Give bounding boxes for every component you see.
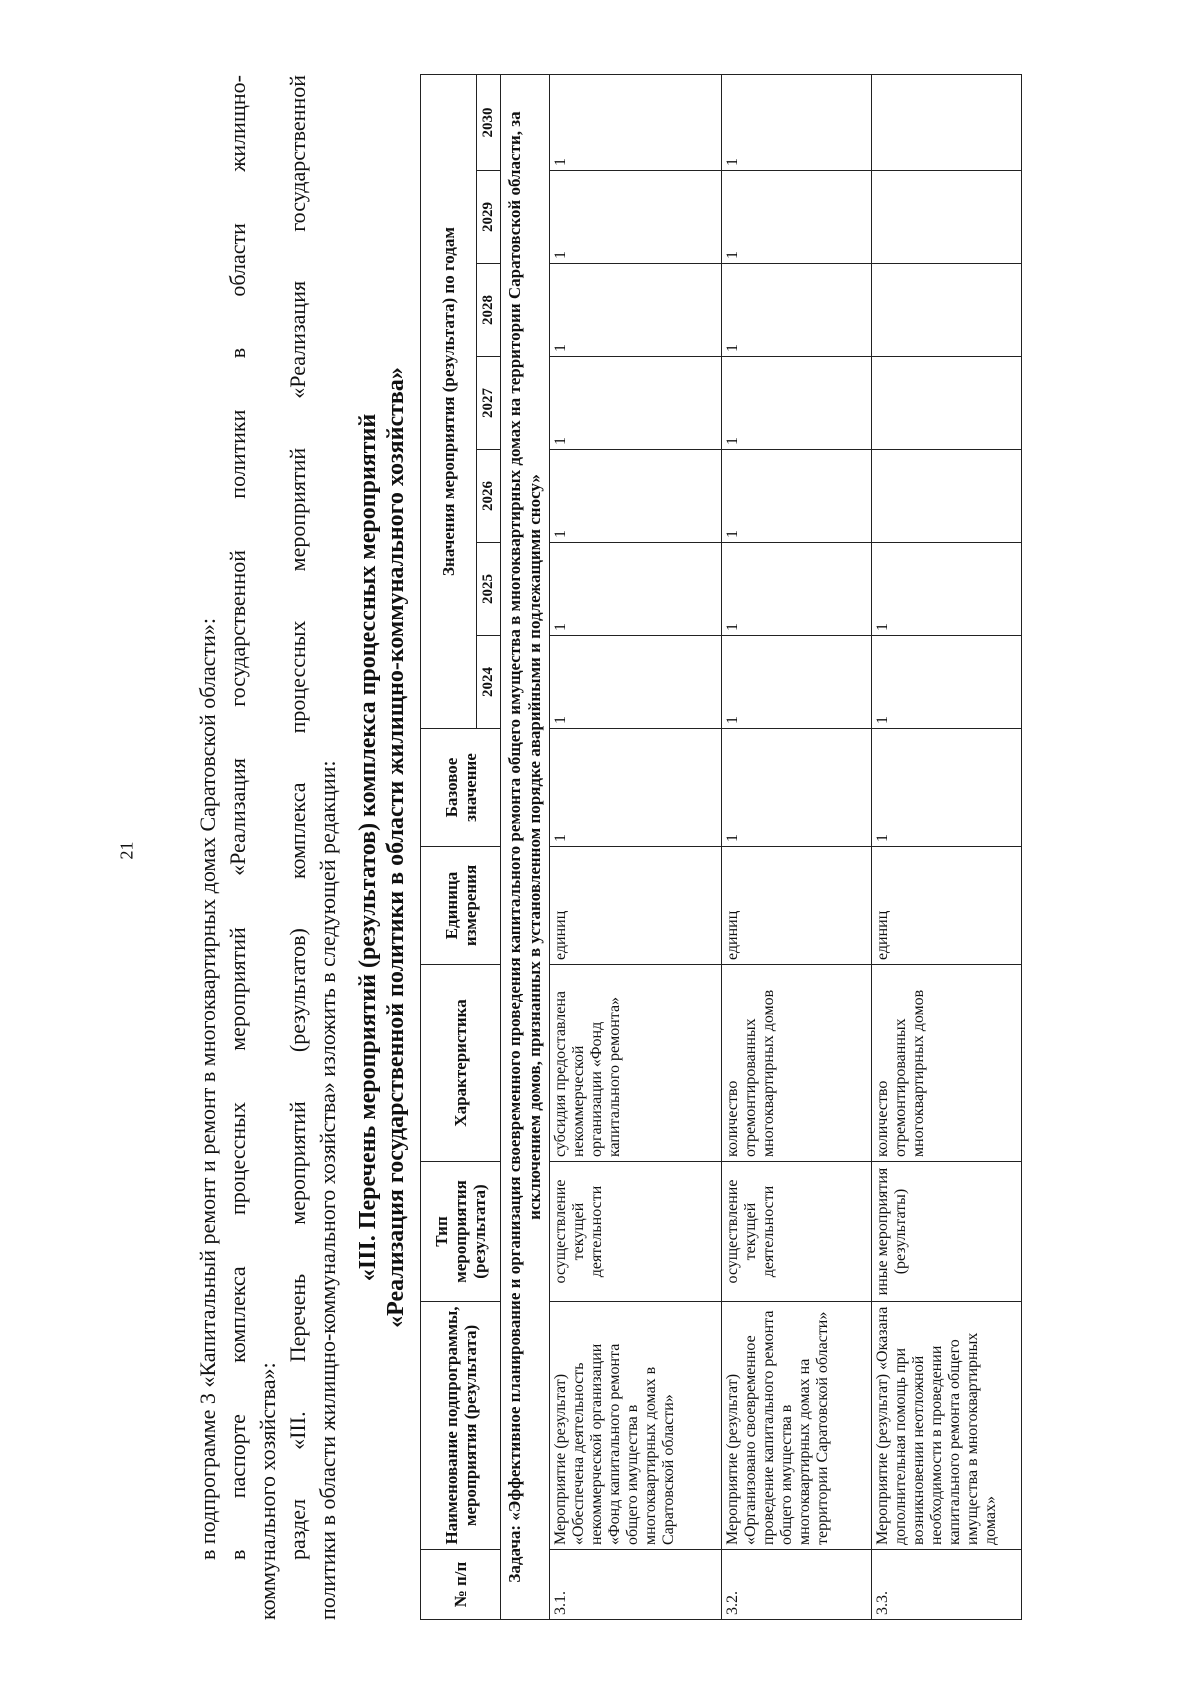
- row-characteristic: субсидия предоставлена некоммерческой организации «Фонд капитального ремонта»: [550, 965, 722, 1162]
- row-value: 1: [872, 543, 1022, 636]
- header-values-by-year: Значения мероприятия (результата) по годам: [421, 74, 477, 728]
- section-title-line-1: «III. Перечень мероприятий (результатов) комплекса процессных мероприятий: [355, 413, 381, 1282]
- row-value: 1: [722, 171, 872, 264]
- intro-line-2: в паспорте комплекса процессных мероприятий «Реализация государственной политики в области жилищно-: [225, 75, 250, 1560]
- row-base: 1: [872, 729, 1022, 847]
- row-value: 1: [550, 450, 722, 543]
- row-type: осуществление текущей деятельности: [722, 1162, 872, 1302]
- row-value: 1: [550, 74, 722, 170]
- intro-line-5: политики в области жилищно-коммунального хозяйства» изложить в следующей редакции:: [315, 760, 340, 1620]
- row-value: 1: [722, 264, 872, 357]
- row-value: 1: [550, 171, 722, 264]
- row-value: [872, 171, 1022, 264]
- row-value: 1: [550, 543, 722, 636]
- row-characteristic: количество отремонтированных многоквартирных домов: [722, 965, 872, 1162]
- header-base: Базовое значение: [421, 729, 501, 847]
- task-row: Задача: «Эффективное планирование и организация своевременного проведения капитального ремонта общего имущества в многоквартирных домах на территории Саратовской области, за исключением домов, признанных в установленном порядке аварийными и подлежащими сносу»: [501, 74, 550, 1619]
- row-value: 1: [722, 450, 872, 543]
- row-num: 3.3.: [872, 1550, 1022, 1620]
- header-year: 2028: [477, 264, 501, 357]
- measures-table: [420, 74, 1022, 1620]
- row-type: осуществление текущей деятельности: [550, 1162, 722, 1302]
- page-number: 21: [116, 841, 137, 860]
- header-type: Тип мероприятия (результата): [421, 1162, 501, 1302]
- row-name: Мероприятие (результат) «Организовано своевременное проведение капитального ремонта общего имущества в многоквартирных домах на территории Саратовской области»: [722, 1302, 872, 1550]
- row-value: [872, 264, 1022, 357]
- header-num: № п/п: [421, 1550, 501, 1620]
- intro-line-1: в подпрограмме 3 «Капитальный ремонт и ремонт в многоквартирных домах Саратовской области»:: [195, 618, 220, 1560]
- row-base: 1: [722, 729, 872, 847]
- row-value: 1: [722, 636, 872, 729]
- header-year: 2025: [477, 543, 501, 636]
- row-value: [872, 74, 1022, 170]
- row-type: иные мероприятия (результаты): [872, 1162, 1022, 1302]
- header-year: 2029: [477, 171, 501, 264]
- row-value: [872, 450, 1022, 543]
- rotated-page-content: [195, 75, 1195, 1620]
- row-value: 1: [872, 636, 1022, 729]
- row-value: 1: [550, 357, 722, 450]
- table-row: [872, 74, 1022, 1619]
- header-year: 2026: [477, 450, 501, 543]
- section-title-line-2: «Реализация государственной политики в области жилищно-коммунального хозяйства»: [383, 367, 409, 1328]
- intro-line-4: раздел «III. Перечень мероприятий (результатов) комплекса процессных мероприятий «Реализация государственной: [285, 75, 310, 1560]
- row-num: 3.2.: [722, 1550, 872, 1620]
- header-name: Наименование подпрограммы, мероприятия (результата): [421, 1302, 501, 1550]
- row-name: Мероприятие (результат) «Оказана дополнительная помощь при возникновении неотложной необходимости в проведении капитального ремонта общего имущества в многоквартирных домах»: [872, 1302, 1022, 1550]
- header-year: 2024: [477, 636, 501, 729]
- row-unit: единиц: [872, 847, 1022, 965]
- row-value: [872, 357, 1022, 450]
- row-value: 1: [722, 357, 872, 450]
- row-num: 3.1.: [550, 1550, 722, 1620]
- row-value: 1: [722, 543, 872, 636]
- row-name: Мероприятие (результат) «Обеспечена деятельность некоммерческой организации «Фонд капитального ремонта общего имущества в многоквартирных домах в Саратовской области»: [550, 1302, 722, 1550]
- header-characteristic: Характеристика: [421, 965, 501, 1162]
- row-unit: единиц: [722, 847, 872, 965]
- row-base: 1: [550, 729, 722, 847]
- row-value: 1: [722, 74, 872, 170]
- header-year: 2027: [477, 357, 501, 450]
- row-value: 1: [550, 636, 722, 729]
- table-row: [550, 74, 722, 1619]
- intro-line-3: коммунального хозяйства»:: [255, 1362, 280, 1620]
- table-row: [722, 74, 872, 1619]
- row-unit: единиц: [550, 847, 722, 965]
- header-unit: Единица измерения: [421, 847, 501, 965]
- row-value: 1: [550, 264, 722, 357]
- row-characteristic: количество отремонтированных многоквартирных домов: [872, 965, 1022, 1162]
- header-year: 2030: [477, 74, 501, 170]
